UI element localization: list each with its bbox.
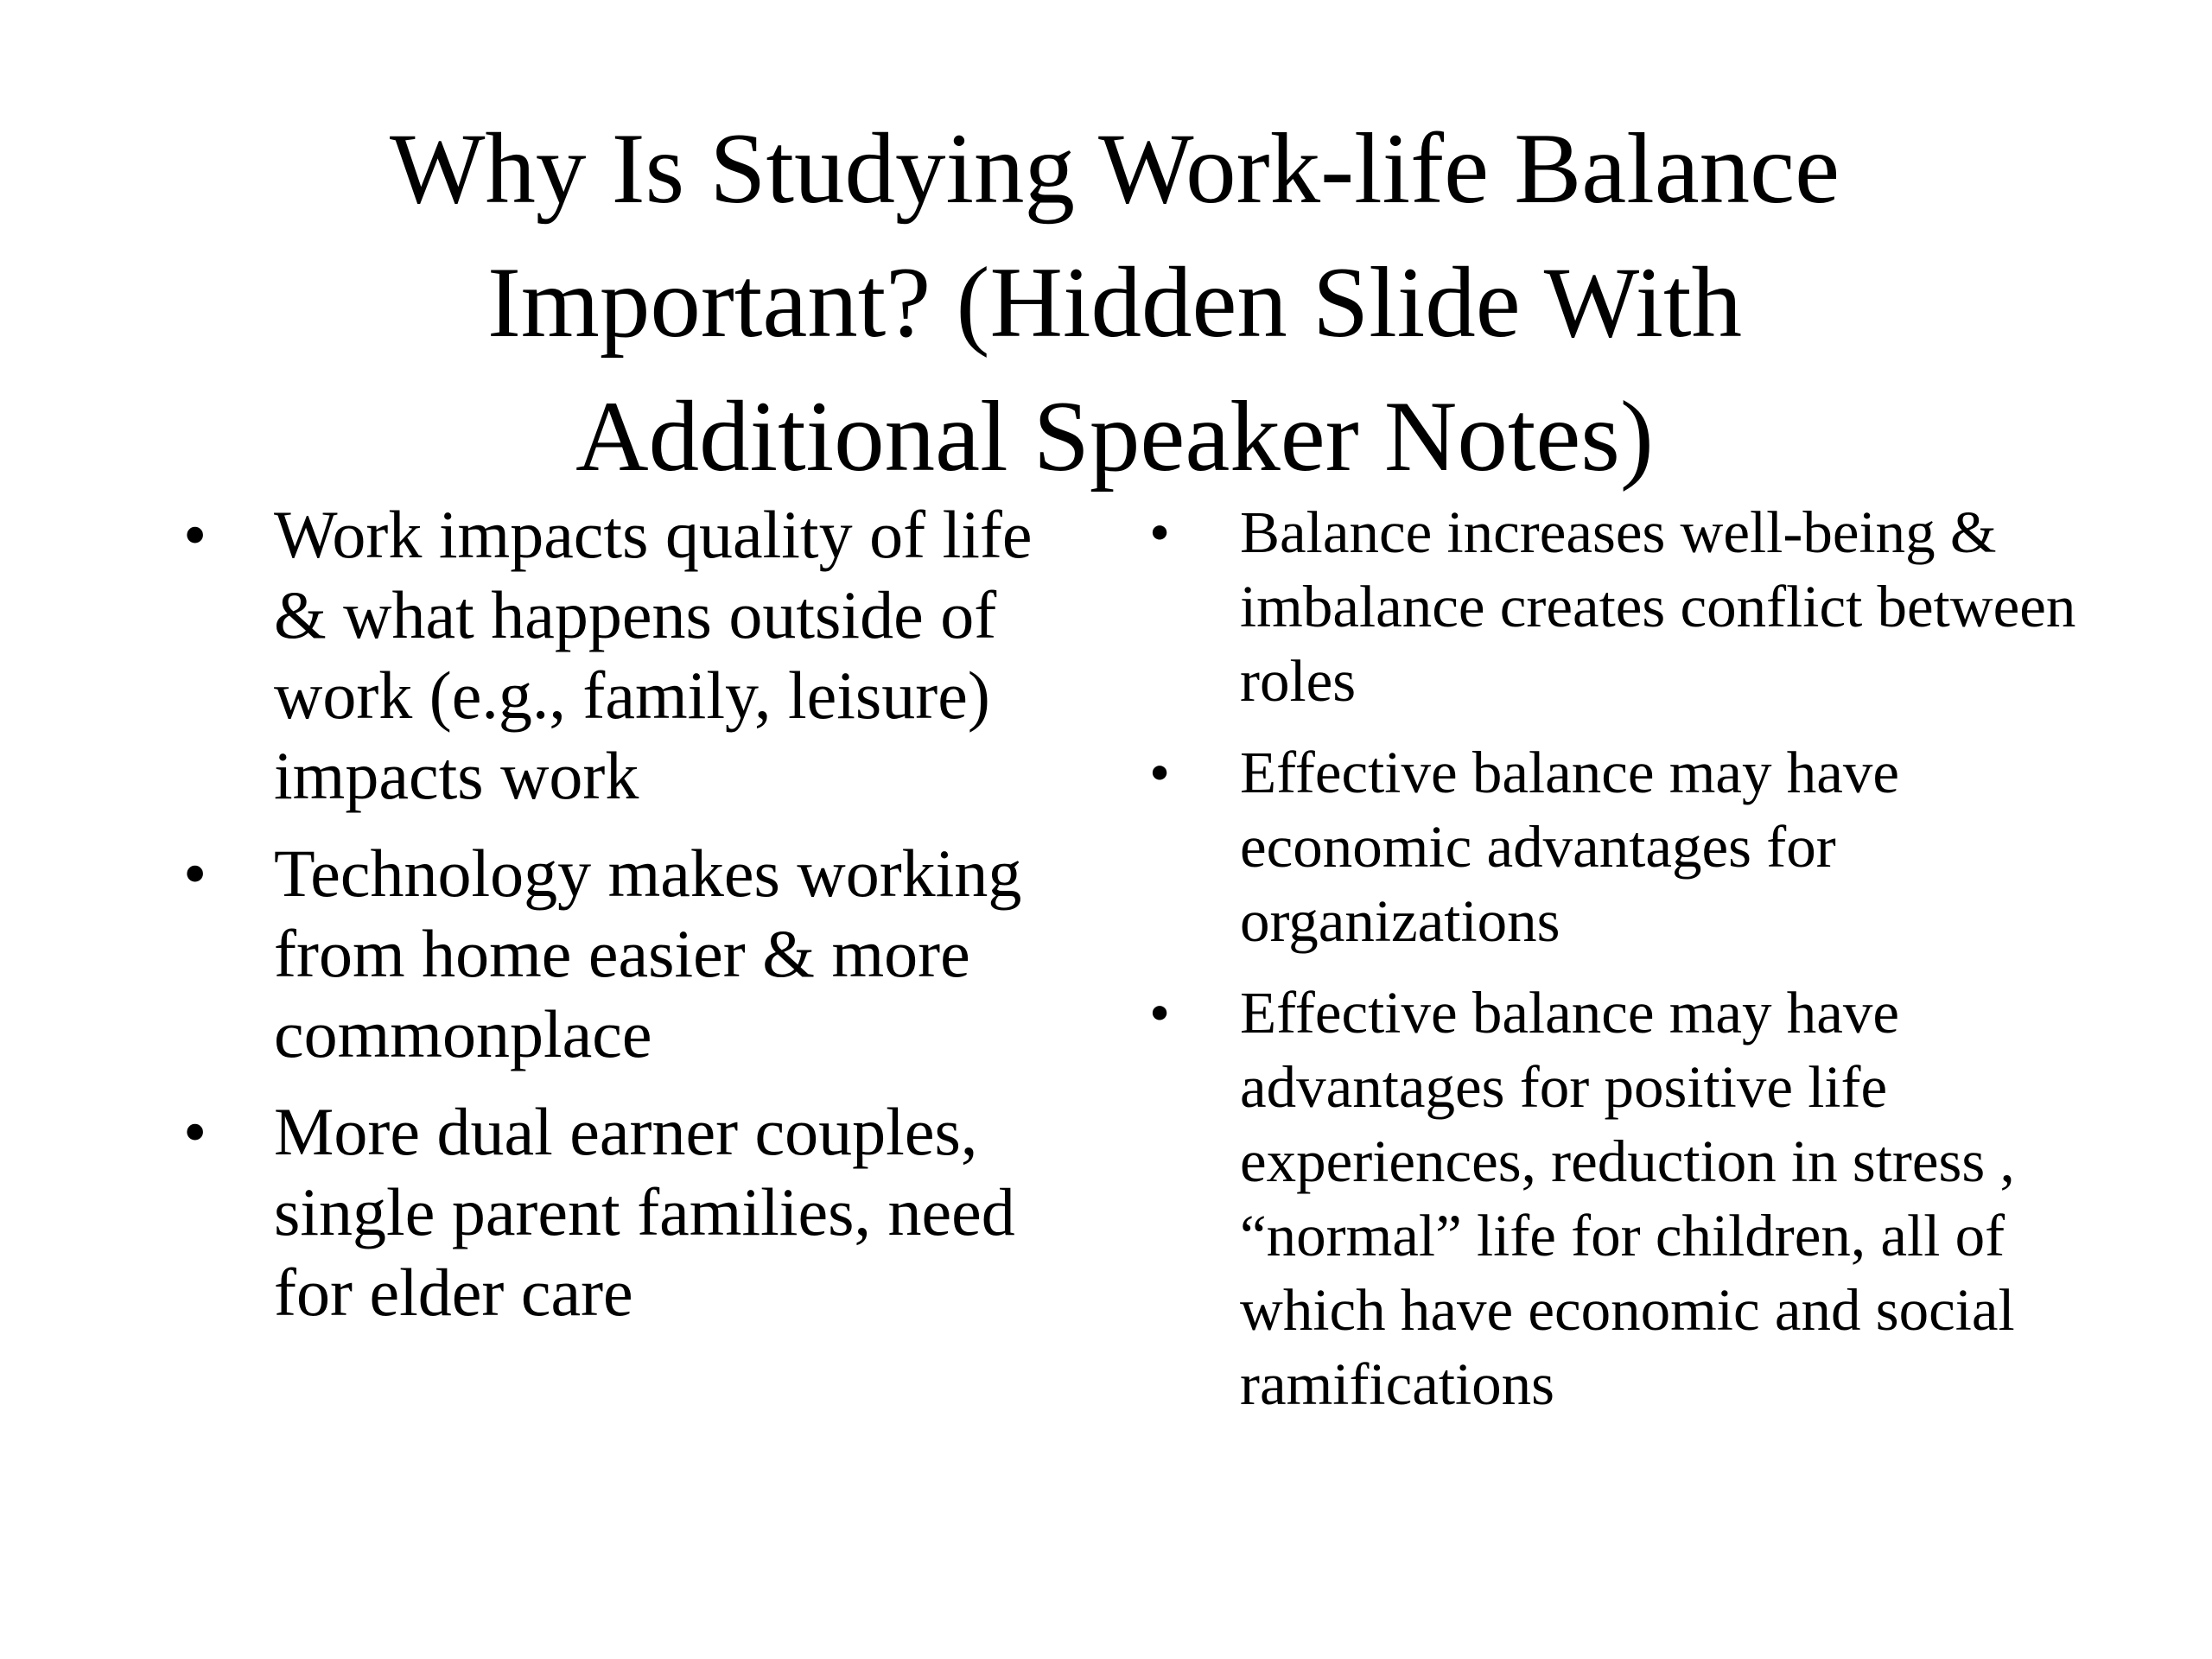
bullet-item: [183, 1091, 1099, 1332]
bullet-marker: •: [183, 497, 207, 572]
right-bullet-list: [1149, 495, 2134, 1439]
bullet-item: [1149, 976, 2134, 1421]
bullet-item: [1149, 735, 2134, 958]
bullet-text: Effective balance may have advantages for positive life experiences, reduction in stress , “normal” life for children, all of which have economic and social ramifications: [1240, 980, 2015, 1417]
bullet-marker: •: [1149, 740, 1171, 805]
bullet-text: Technology makes working from home easier & more commonplace: [274, 836, 1022, 1071]
bullet-marker: •: [183, 836, 207, 911]
bullet-text: More dual earner couples, single parent families, need for elder care: [274, 1094, 1015, 1330]
title-line-1: Why Is Studying Work-life Balance: [389, 113, 1840, 225]
title-line-3: Additional Speaker Notes): [575, 381, 1654, 493]
bullet-text: Balance increases well-being & imbalance creates conflict between roles: [1240, 499, 2076, 714]
bullet-marker: •: [1149, 980, 1171, 1046]
slide-title: [173, 102, 2056, 504]
title-line-2: Important? (Hidden Slide With: [486, 247, 1743, 359]
bullet-text: Work impacts quality of life & what happens outside of work (e.g., family, leisure) impacts work: [274, 497, 1033, 813]
bullet-item: [183, 833, 1099, 1074]
bullet-marker: •: [1149, 499, 1171, 565]
bullet-item: [1149, 495, 2134, 718]
left-bullet-list: [183, 494, 1099, 1350]
bullet-item: [183, 494, 1099, 816]
bullet-marker: •: [183, 1094, 207, 1169]
bullet-text: Effective balance may have economic advantages for organizations: [1240, 740, 1900, 954]
